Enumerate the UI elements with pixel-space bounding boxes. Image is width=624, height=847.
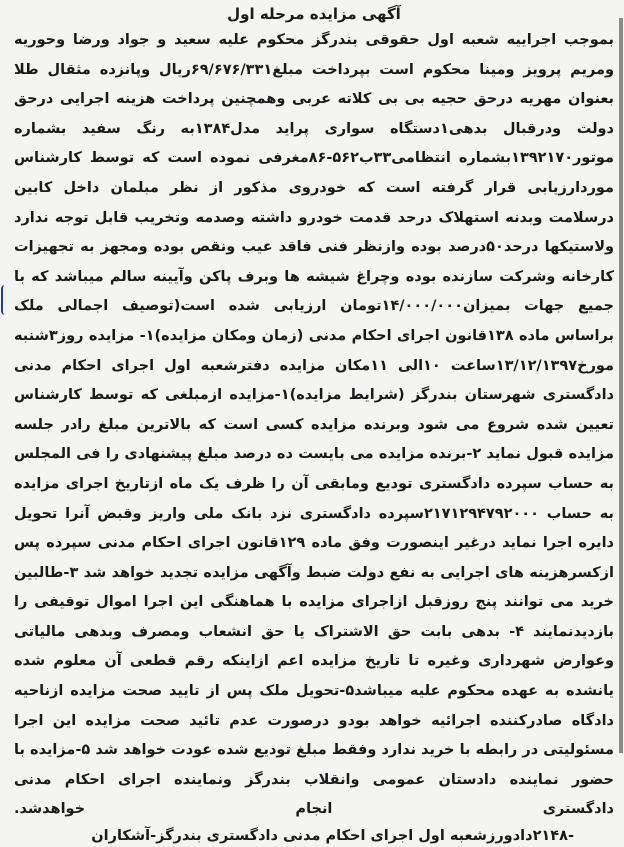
scan-edge-bar bbox=[619, 18, 623, 753]
notice-body: بموجب اجراییه شعبه اول حقوقی بندرگز محکوم علیه سعید و جواد ورضا وحوریه ومریم پرویز ومینا محکوم است بپرداخت مبلغ۶۹/۶۷۶/۳۳۱ریال وپانزده مثقال طلا بعنوان مهریه درحق حجیه بی بی کلاته عربی وهمچنین پرداخت هزینه اجرایی درحق دولت ودرقبال بدهی۱دستگاه سواری پراید مدل۱۳۸۴به رنگ سفید بشماره موتور۱۳۹۲۱۷۰بشماره انتظامی۳۳ب۵۶۲-۸۶مغرفی نموده است که توسط کارشناس موردارزیابی قرار گرفته است که خودروی مذکور از نظر مبلمان داخل کابین درسلامت وبدنه استهلاک درحد قدمت خودرو داشته وصدمه وتخریب قابل توجه ندارد ولاستیکها درحد۵۰درصد بوده وازنظر فنی فاقد عیب ونقص بوده ومجهز به تجهیزات کارخانه وشرکت سازنده بوده وچراغ شیشه ها وبرف پاکن وآیینه سالم میباشد که با جمیع جهات بمیزان۱۴/۰۰۰/۰۰۰تومان ارزیابی شده است(توصیف اجمالی ملک براساس ماده ۱۳۸قانون اجرای احکام مدنی (زمان ومکان مزایده)۱- مزایده روز۳شنبه مورخ۱۳/۱۲/۱۳۹۷ساعت ۱۰الی ۱۱مکان مزایده دفترشعبه اول اجرای احکام مدنی دادگستری شهرستان بندرگز (شرایط مزایده)۱-مزایده ازمبلغی که توسط کارشناس تعیین شده شروع می شود وبرنده مزایده کسی است که بالاترین مبلغ رادر جلسه مزایده قبول نماید ۲-برنده مزایده می بایست ده درصد مبلغ پیشنهادی را فی المجلس به حساب سپرده دادگستری تودیع ومابقی آن را ظرف یک ماه ازتاریخ اجرای مزایده به حساب ۲۱۷۱۲۹۴۷۹۲۰۰۰سپرده دادگستری نزد بانک ملی واریز وقبض آنرا تحویل دایره اجرا نماید درغیر اینصورت وفق ماده ۱۲۹قانون اجرای احکام مدنی سپرده پس ازکسرهزینه های اجرایی به نفع دولت ضبط وآگهی مزایده تجدید خواهد شد ۳-طالبین خرید می توانند پنج روزقبل ازاجرای مزایده با هماهنگی این اجرا اموال توقیفی را بازدیدنمایند ۴- بدهی بابت حق الاشتراک یا حق انشعاب ومصرف وبدهی مالیاتی وعوارض شهرداری وغیره تا تاریخ مزایده اعم ازاینکه رقم قطعی آن معلوم شده یانشده به عهده محکوم علیه میباشد۵-تحویل ملک پس از تایید صحت مزایده ازناحیه دادگاه صادرکننده اجرائیه خواهد بودو درصورت عدم تائید صحت مزایده این اجرا مسئولیتی در رابطه با خرید ندارد وفقط مبلغ تودیع شده عودت خواهد شد ۵-مزایده با حضور نماینده دادستان عمومی وانقلاب بندرگز ونماینده اجرای احکام مدنی دادگستری انجام خواهدشد. bbox=[14, 32, 614, 818]
notice-title: آگهی مزایده مرحله اول bbox=[227, 5, 401, 23]
notice-signature: -۲۱۴۸دادورزشعبه اول اجرای احکام مدنی دادگستری بندرگز-آشکاران bbox=[91, 828, 574, 845]
bracket-mark bbox=[1, 285, 9, 315]
